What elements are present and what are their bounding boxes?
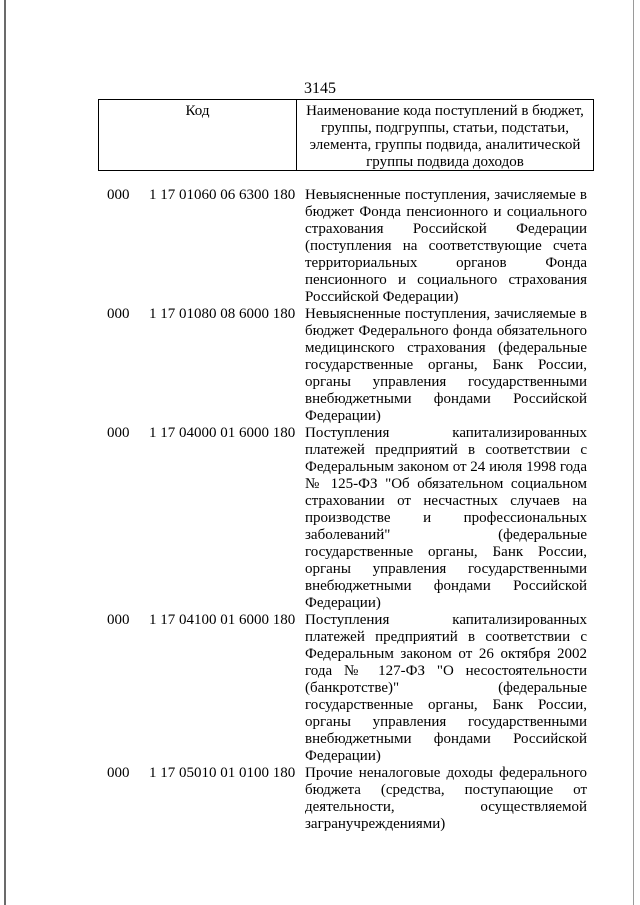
income-code: 1 17 01080 08 6000 180: [149, 306, 296, 322]
income-description: Поступления капитализированных платежей предприятий в соответствии с Федеральным законом от 26 октября 2002 года № 127-ФЗ "О несостоятельности (банкротстве)" (федеральные государственные органы, Банк России, органы управления государственными внебюджетными фондами Российской Федерации): [305, 612, 587, 764]
table-row: [0, 187, 640, 306]
income-code: 1 17 04000 01 6000 180: [149, 425, 296, 441]
income-code: 1 17 01060 06 6300 180: [149, 187, 296, 203]
income-description: Невыясненные поступления, зачисляемые в бюджет Фонда пенсионного и социального страхования Российской Федерации (поступления на соответствующие счета территориальных органов Фонда пенсионного и социального страхования Российской Федерации): [305, 187, 587, 305]
admin-code: 000: [107, 425, 130, 441]
income-code: 1 17 05010 01 0100 180: [149, 765, 296, 781]
table-row: [0, 612, 640, 765]
admin-code: 000: [107, 187, 130, 203]
table-header: [98, 99, 594, 171]
table-row: [0, 306, 640, 425]
admin-code: 000: [107, 612, 130, 628]
income-code: 1 17 04100 01 6000 180: [149, 612, 296, 628]
table-row: [0, 425, 640, 612]
admin-code: 000: [107, 306, 130, 322]
page-number: 3145: [304, 80, 336, 97]
header-name-cell: Наименование кода поступлений в бюджет, группы, подгруппы, статьи, подстатьи, элемента, группы подвида, аналитической группы подвида доходов: [306, 103, 584, 170]
income-description: Поступления капитализированных платежей предприятий в соответствии с Федеральным законом от 24 июля 1998 года № 125-ФЗ "Об обязательном социальном страховании от несчастных случаев на производстве и профессиональных заболеваний" (федеральные государственные органы, Банк России, органы управления государственными внебюджетными фондами Российской Федерации): [305, 425, 587, 611]
income-description: Прочие неналоговые доходы федерального бюджета (средства, поступающие от деятельности, осуществляемой загранучреждениями): [305, 765, 587, 832]
admin-code: 000: [107, 765, 130, 781]
header-code-cell: Код: [99, 100, 297, 170]
income-code-list: [0, 187, 640, 833]
income-description: Невыясненные поступления, зачисляемые в бюджет Федерального фонда обязательного медицинского страхования (федеральные государственные органы, Банк России, органы управления государственными внебюджетными фондами Российской Федерации): [305, 306, 587, 424]
table-row: [0, 765, 640, 833]
